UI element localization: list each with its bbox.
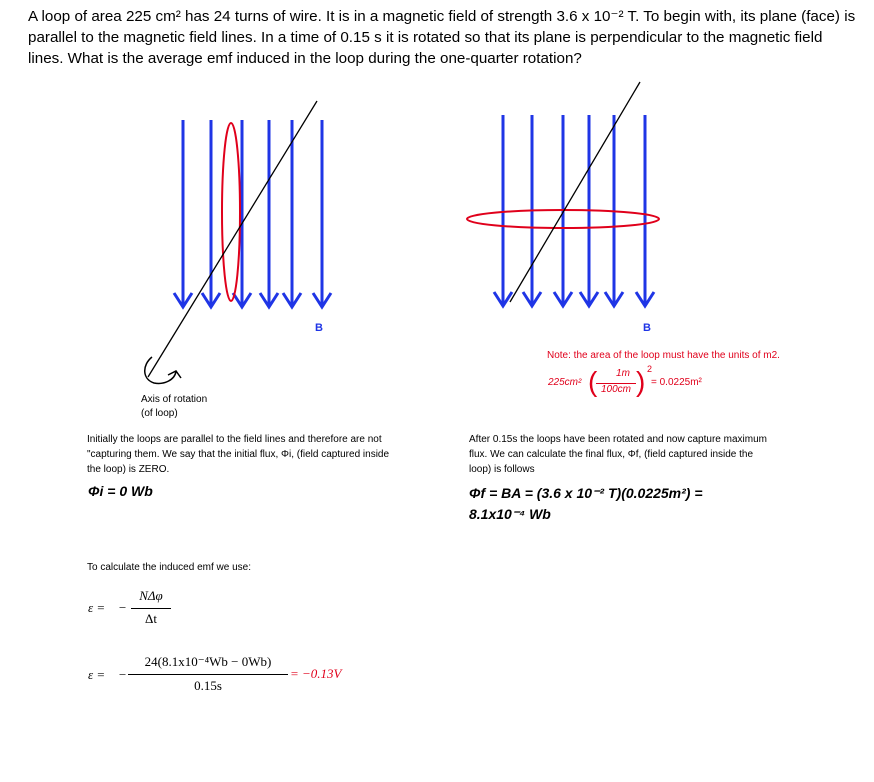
- emf-calc-lhs: ε =: [88, 667, 106, 682]
- paren-right: ): [636, 366, 646, 397]
- axis-label: [141, 393, 207, 421]
- conversion-numerator: 1m: [616, 368, 630, 379]
- emf-formula-fraction-line: [131, 608, 171, 609]
- initial-flux-result: Φi = 0 Wb: [88, 483, 153, 499]
- emf-calc-denominator: 0.15s: [194, 678, 222, 693]
- emf-formula-denominator: Δt: [145, 611, 157, 626]
- emf-calc-minus: −: [118, 667, 127, 682]
- final-flux-result: [469, 483, 703, 525]
- rotation-arrow-icon: [145, 357, 181, 383]
- conversion-result: = 0.0225m²: [651, 377, 702, 388]
- emf-formula-minus: −: [118, 600, 127, 615]
- emf-calc-numerator: 24(8.1x10⁻⁴Wb − 0Wb): [144, 654, 272, 669]
- paren-left: (: [588, 366, 598, 397]
- field-lines-left: [174, 120, 331, 307]
- final-flux-explanation: After 0.15s the loops have been rotated and now capture maximum flux. We can calculate the final flux, Φf, (field captured inside the loop) is follows: [469, 434, 767, 475]
- final-flux-line1: Φf = BA = (3.6 x 10⁻² T)(0.0225m²) =: [469, 485, 703, 501]
- loop-edge-on: [222, 123, 240, 301]
- left-field-diagram: [130, 95, 360, 390]
- emf-calc-fraction-line: [128, 674, 288, 675]
- field-label-right: B: [643, 322, 651, 334]
- problem-statement: A loop of area 225 cm² has 24 turns of wire. It is in a magnetic field of strength 3.6 x 10⁻² T. To begin with, its plane (face) is parallel to the magnetic field lines. In a time of 0.15 s it is rotated so that its plane is perpendicular to the magnetic field lines. What is the average emf induced in the loop during the one-quarter rotation?: [28, 8, 856, 67]
- axis-of-rotation-line-right: [510, 82, 640, 302]
- emf-formula-lhs: ε =: [88, 600, 106, 615]
- final-flux-line2: 8.1x10⁻⁴ Wb: [469, 506, 551, 522]
- emf-calculation: [88, 654, 388, 704]
- emf-formula-numerator: NΔφ: [139, 588, 163, 603]
- conversion-lhs: 225cm²: [548, 377, 582, 388]
- conversion-exponent: 2: [647, 364, 653, 374]
- emf-calc-result: = −0.13V: [290, 666, 342, 681]
- right-field-diagram: [460, 80, 680, 310]
- axis-label-line2: (of loop): [141, 408, 178, 419]
- conversion-denominator: 100cm: [600, 384, 631, 395]
- units-note: Note: the area of the loop must have the units of m2.: [547, 350, 780, 361]
- initial-flux-explanation: Initially the loops are parallel to the field lines and therefore are not "capturing them. We say that the initial flux, Φi, (field captured inside the loop) is ZERO.: [87, 434, 390, 475]
- field-label-left: B: [315, 322, 323, 334]
- emf-formula: [88, 588, 208, 638]
- axis-label-line1: Axis of rotation: [141, 394, 208, 405]
- emf-intro: To calculate the induced emf we use:: [87, 562, 251, 573]
